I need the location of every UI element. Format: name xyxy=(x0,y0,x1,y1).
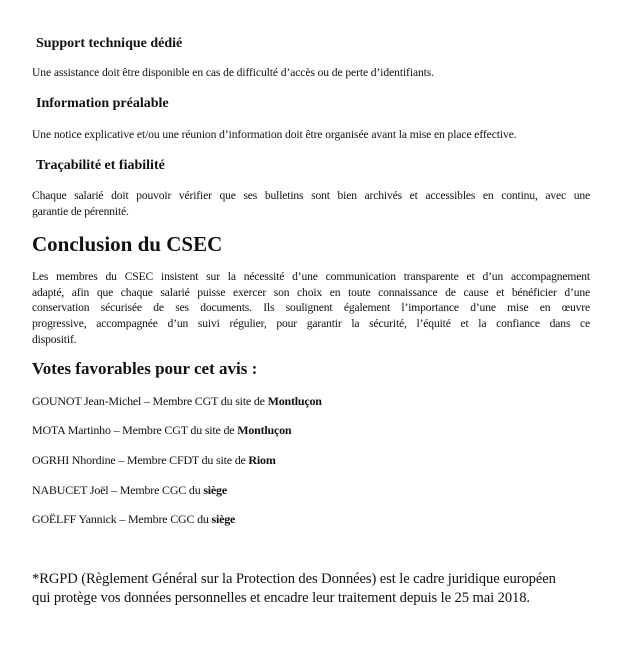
vote-member: GOËLFF Yannick – Membre CGC du xyxy=(32,512,212,526)
vote-site: Montluçon xyxy=(267,394,322,408)
text-line: Chaque salarié doit pouvoir vérifier que ses bulletins sont bien archivés et accessibles en continu, avec une xyxy=(32,189,590,202)
vote-site: siège xyxy=(203,483,227,497)
vote-site: Riom xyxy=(248,453,276,467)
information-prealable-text: Une notice explicative et/ou une réunion d’information doit être organisée avant la mise en place effective. xyxy=(32,128,517,141)
footnote-line: *RGPD (Règlement Général sur la Protection des Données) est le cadre juridique européen xyxy=(32,571,556,587)
heading-tracabilite: Traçabilité et fiabilité xyxy=(36,158,165,173)
tracabilite-text xyxy=(32,188,590,219)
vote-member: NABUCET Joël – Membre CGC du xyxy=(32,483,204,497)
text-line: progressive, accompagnée d’un suivi régulier, pour garantir la sécurité, l’équité et la confiance dans ce xyxy=(32,317,590,331)
vote-site: siège xyxy=(211,512,236,526)
vote-item xyxy=(32,512,235,527)
text-line: conservation sécurisée de ses documents. Ils soulignent également l’importance d’une mise en œuvre xyxy=(32,301,590,315)
text-line: dispositif. xyxy=(32,332,77,346)
heading-support-technique: Support technique dédié xyxy=(36,36,183,51)
vote-site: Montluçon xyxy=(237,423,292,437)
conclusion-paragraph xyxy=(32,269,590,347)
vote-item xyxy=(32,483,227,498)
vote-item xyxy=(32,394,322,409)
support-technique-text: Une assistance doit être disponible en cas de difficulté d’accès ou de perte d’identifiants. xyxy=(32,66,435,79)
text-line: Les membres du CSEC insistent sur la nécessité d’une communication transparente et d’un accompagnement xyxy=(32,270,590,283)
vote-item xyxy=(32,423,291,438)
vote-member: OGRHI Nhordine – Membre CFDT du site de xyxy=(32,453,249,467)
vote-item xyxy=(32,453,276,468)
vote-member: GOUNOT Jean-Michel – Membre CGT du site de xyxy=(32,394,268,408)
votes-heading: Votes favorables pour cet avis : xyxy=(32,359,258,378)
conclusion-heading: Conclusion du CSEC xyxy=(32,232,223,256)
vote-member: MOTA Martinho – Membre CGT du site de xyxy=(32,423,238,437)
rgpd-footnote xyxy=(32,570,556,608)
text-line: adapté, afin que chaque salarié puisse exercer son choix en toute connaissance de cause et bénéficier d’une xyxy=(32,285,590,299)
heading-information-prealable: Information préalable xyxy=(36,96,169,111)
text-line: garantie de pérennité. xyxy=(32,204,129,218)
footnote-line: qui protège vos données personnelles et encadre leur traitement depuis le 25 mai 2018. xyxy=(32,590,530,606)
